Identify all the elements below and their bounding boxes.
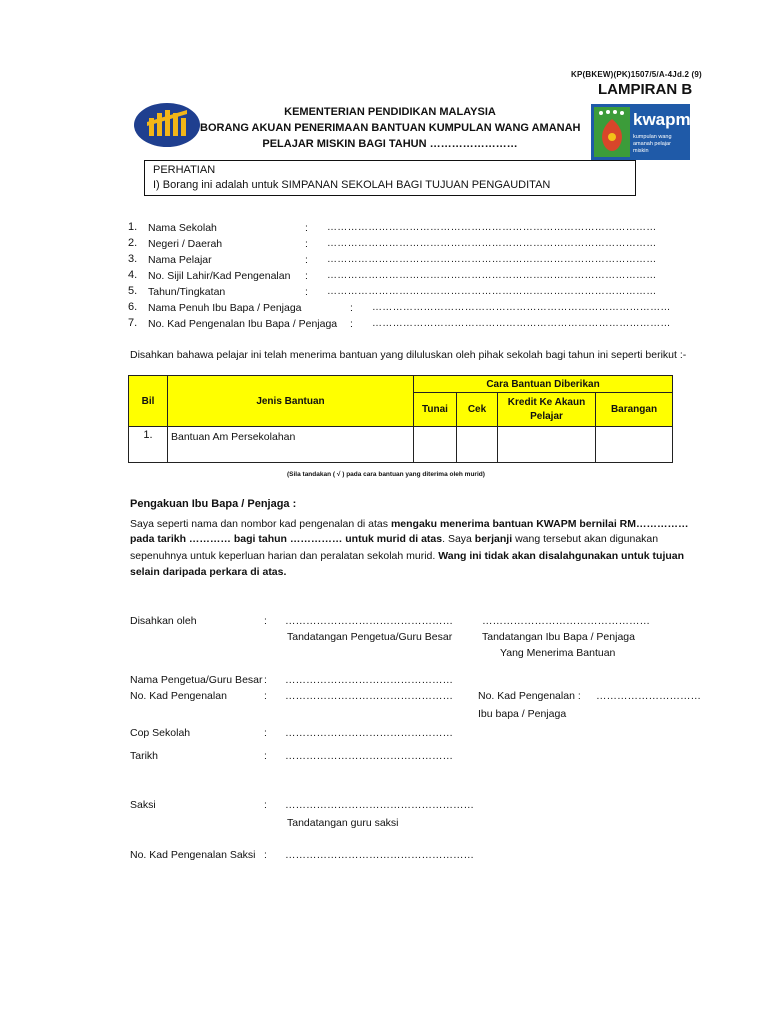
- field-label-sijil-lahir: No. Sijil Lahir/Kad Pengenalan: [148, 270, 291, 282]
- label-tandatangan-pengetua: Tandatangan Pengetua/Guru Besar: [287, 631, 453, 643]
- label-ibu-bapa-penjaga: Ibu bapa / Penjaga: [478, 708, 567, 720]
- cell-cek[interactable]: [457, 427, 498, 463]
- pengakuan-text-bold: berjanji: [474, 533, 513, 545]
- field-colon: :: [305, 286, 308, 298]
- notice-text: I) Borang ini adalah untuk SIMPANAN SEKOLAH BAGI TUJUAN PENGAUDITAN: [153, 179, 551, 191]
- row-number: 1.: [129, 427, 168, 463]
- label-cop-sekolah: Cop Sekolah: [130, 727, 191, 739]
- input-no-kp-saksi[interactable]: ………………………………………………: [285, 849, 474, 861]
- field-input-nama-sekolah[interactable]: ……………………………………………………………………………………: [327, 222, 657, 233]
- label-tandatangan-ibu-bapa: Tandatangan Ibu Bapa / Penjaga: [482, 631, 635, 643]
- field-colon: :: [350, 302, 353, 314]
- notice-heading: PERHATIAN: [153, 164, 216, 176]
- col-header-jenis-bantuan: Jenis Bantuan: [168, 376, 414, 427]
- col-header-barangan: Barangan: [596, 393, 673, 427]
- field-input-nama-pelajar[interactable]: ……………………………………………………………………………………: [327, 254, 657, 265]
- colon: :: [264, 849, 267, 861]
- cell-kredit-akaun[interactable]: [498, 427, 596, 463]
- bantuan-table: [128, 375, 673, 463]
- input-tarikh[interactable]: …………………………………………: [285, 750, 453, 762]
- signature-line-saksi[interactable]: ………………………………………………: [285, 799, 474, 811]
- pengakuan-text: Saya seperti nama dan nombor kad pengenalan di atas: [130, 518, 391, 530]
- input-cop-sekolah[interactable]: …………………………………………: [285, 727, 453, 739]
- label-tarikh: Tarikh: [130, 750, 159, 762]
- field-number: 1.: [128, 221, 138, 233]
- field-number: 2.: [128, 237, 138, 249]
- confirmation-text: Disahkan bahawa pelajar ini telah menerima bantuan yang diluluskan oleh pihak sekolah bagi tahun ini seperti berikut :-: [130, 349, 687, 361]
- colon: :: [264, 615, 267, 627]
- label-saksi: Saksi: [130, 799, 156, 811]
- pengakuan-text: . Saya: [442, 533, 475, 545]
- field-number: 4.: [128, 269, 138, 281]
- label-yang-menerima: Yang Menerima Bantuan: [500, 647, 616, 659]
- label-no-kp-saksi: No. Kad Pengenalan Saksi: [130, 849, 256, 861]
- input-no-kp-pengetua[interactable]: …………………………………………: [285, 690, 453, 702]
- field-input-sijil-lahir[interactable]: ……………………………………………………………………………………: [327, 270, 657, 281]
- field-colon: :: [305, 238, 308, 250]
- title-line-3: PELAJAR MISKIN BAGI TAHUN ……………………: [262, 138, 518, 150]
- field-input-nama-ibu-bapa[interactable]: ……………………………………………………………………………: [372, 302, 671, 313]
- field-label-nama-pelajar: Nama Pelajar: [148, 254, 212, 266]
- pengakuan-text-bold: Wang ini tidak akan disalahgunakan untuk tujuan: [438, 550, 685, 562]
- title-line-2: BORANG AKUAN PENERIMAAN BANTUAN KUMPULAN WANG AMANAH: [200, 122, 581, 134]
- label-disahkan-oleh: Disahkan oleh: [130, 615, 197, 627]
- field-label-tahun-tingkatan: Tahun/Tingkatan: [148, 286, 226, 298]
- label-nama-pengetua: Nama Pengetua/Guru Besar: [130, 674, 263, 686]
- field-colon: :: [305, 254, 308, 266]
- pengakuan-line-4: selain daripada perkara di atas.: [130, 566, 287, 578]
- pengakuan-line-3: [130, 550, 684, 562]
- col-header-bil: Bil: [129, 376, 168, 427]
- colon: :: [264, 727, 267, 739]
- colon: :: [264, 799, 267, 811]
- colon: :: [264, 674, 267, 686]
- label-tandatangan-saksi: Tandatangan guru saksi: [287, 817, 399, 829]
- field-input-kp-ibu-bapa[interactable]: ……………………………………………………………………………: [372, 318, 671, 329]
- field-colon: :: [350, 318, 353, 330]
- field-input-negeri-daerah[interactable]: ……………………………………………………………………………………: [327, 238, 657, 249]
- pengakuan-text: sepenuhnya untuk keperluan harian dan peralatan sekolah murid.: [130, 550, 439, 562]
- field-input-tahun-tingkatan[interactable]: ……………………………………………………………………………………: [327, 286, 657, 297]
- row-jenis-bantuan: Bantuan Am Persekolahan: [168, 427, 414, 463]
- cell-barangan[interactable]: [596, 427, 673, 463]
- field-label-kp-ibu-bapa: No. Kad Pengenalan Ibu Bapa / Penjaga: [148, 318, 338, 330]
- input-nama-pengetua[interactable]: …………………………………………: [285, 674, 453, 686]
- kwapm-logo-subtext: kumpulan wang amanah pelajar miskin: [633, 134, 672, 154]
- notice-box: [144, 160, 636, 196]
- table-note: (Sila tandakan ( √ ) pada cara bantuan yang diterima oleh murid): [287, 471, 485, 478]
- pengakuan-text-bold: mengaku menerima bantuan KWAPM bernilai RM……………: [390, 518, 689, 530]
- pengakuan-line-2: [130, 533, 658, 545]
- title-line-1: KEMENTERIAN PENDIDIKAN MALAYSIA: [284, 106, 496, 118]
- col-header-tunai: Tunai: [414, 393, 457, 427]
- label-no-kp: No. Kad Pengenalan: [130, 690, 227, 702]
- label-no-kp-ibu-bapa: No. Kad Pengenalan :: [478, 690, 581, 702]
- field-number: 6.: [128, 301, 138, 313]
- col-header-kredit-akaun: Kredit Ke Akaun Pelajar: [498, 393, 596, 427]
- form-reference-code: KP(BKEW)(PK)1507/5/A-4Jd.2 (9): [571, 70, 702, 79]
- colon: :: [264, 690, 267, 702]
- signature-line-pengetua[interactable]: …………………………………………: [285, 615, 453, 627]
- lampiran-label: LAMPIRAN B: [598, 81, 693, 98]
- pengakuan-line-1: [130, 518, 688, 530]
- kwapm-emblem-icon: [594, 107, 630, 157]
- cell-tunai[interactable]: [414, 427, 457, 463]
- input-no-kp-ibu-bapa[interactable]: …………………………: [596, 690, 701, 702]
- col-header-cara-bantuan: Cara Bantuan Diberikan: [414, 376, 673, 393]
- field-colon: :: [305, 222, 308, 234]
- field-colon: :: [305, 270, 308, 282]
- field-label-negeri-daerah: Negeri / Daerah: [148, 238, 223, 250]
- kwapm-logo: [591, 104, 690, 160]
- colon: :: [264, 750, 267, 762]
- field-number: 3.: [128, 253, 138, 265]
- ministry-logo: [133, 102, 201, 148]
- signature-line-ibu-bapa[interactable]: …………………………………………: [482, 615, 650, 627]
- col-header-cek: Cek: [457, 393, 498, 427]
- pengakuan-heading: Pengakuan Ibu Bapa / Penjaga :: [130, 498, 297, 510]
- field-number: 5.: [128, 285, 138, 297]
- field-label-nama-sekolah: Nama Sekolah: [148, 222, 217, 234]
- pengakuan-text: wang tersebut akan digunakan: [512, 533, 659, 545]
- kwapm-logo-text: kwapm: [633, 110, 691, 129]
- pengakuan-text-bold: pada tarikh ………… bagi tahun …………… untuk murid di atas: [130, 533, 443, 545]
- field-label-nama-ibu-bapa: Nama Penuh Ibu Bapa / Penjaga: [148, 302, 302, 314]
- field-number: 7.: [128, 317, 138, 329]
